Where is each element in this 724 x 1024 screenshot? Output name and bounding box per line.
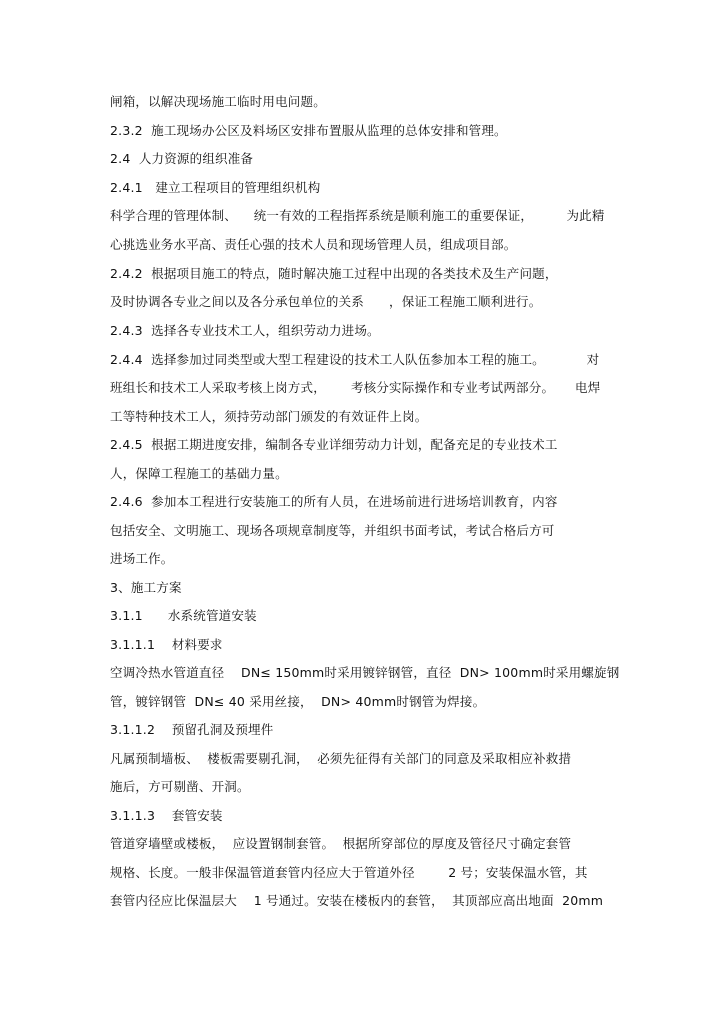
section-heading-2-4-1: 2.4.1 建立工程项目的管理组织机构 <box>110 180 321 195</box>
text-line: 班组长和技术工人采取考核上岗方式， 考核分实际操作和专业考试两部分。 电焊 <box>110 380 601 395</box>
text-line: 套管内径应比保温层大 1 号通过。安装在楼板内的套管， 其顶部应高出地面 20mm <box>110 893 604 908</box>
text-line: 科学合理的管理体制、 统一有效的工程指挥系统是顺利施工的重要保证， 为此精 <box>110 208 605 223</box>
section-heading-2-3-2: 2.3.2 施工现场办公区及料场区安排布置服从监理的总体安排和管理。 <box>110 123 507 138</box>
text-line: 及时协调各专业之间以及各分承包单位的关系 ，保证工程施工顺利进行。 <box>110 294 542 309</box>
section-heading-2-4-4: 2.4.4 选择参加过同类型或大型工程建设的技术工人队伍参加本工程的施工。 对 <box>110 352 600 367</box>
section-heading-3-1-1-1: 3.1.1.1 材料要求 <box>110 637 223 652</box>
text-line: 规格、长度。一般非保温管道套管内径应大于管道外径 2 号；安装保温水管，其 <box>110 865 588 880</box>
section-heading-3-1-1-3: 3.1.1.3 套管安装 <box>110 808 223 823</box>
section-heading-2-4-6: 2.4.6 参加本工程进行安装施工的所有人员，在进场前进行进场培训教育，内容 <box>110 494 558 509</box>
section-heading-3: 3、施工方案 <box>110 580 182 595</box>
section-heading-2-4: 2.4 人力资源的组织准备 <box>110 151 254 166</box>
section-heading-2-4-5: 2.4.5 根据工期进度安排，编制各专业详细劳动力计划，配备充足的专业技术工 <box>110 437 558 452</box>
text-line: 进场工作。 <box>110 551 174 566</box>
text-line: 空调冷热水管道直径 DN≤ 150mm时采用镀锌钢管，直径 DN> 100mm时采用螺旋钢 <box>110 665 620 680</box>
section-heading-2-4-3: 2.4.3 选择各专业技术工人，组织劳动力进场。 <box>110 323 380 338</box>
section-heading-3-1-1: 3.1.1 水系统管道安装 <box>110 608 257 623</box>
text-line: 人，保障工程施工的基础力量。 <box>110 466 288 481</box>
section-heading-3-1-1-2: 3.1.1.2 预留孔洞及预埋件 <box>110 722 274 737</box>
text-line: 施后，方可剔凿、开洞。 <box>110 779 250 794</box>
text-line: 管道穿墙壁或楼板， 应设置钢制套管。 根据所穿部位的厚度及管径尺寸确定套管 <box>110 836 572 851</box>
text-line: 闸箱，以解决现场施工临时用电问题。 <box>110 94 326 109</box>
text-line: 工等特种技术工人，须持劳动部门颁发的有效证件上岗。 <box>110 409 428 424</box>
text-line: 包括安全、文明施工、现场各项规章制度等，并组织书面考试，考试合格后方可 <box>110 523 555 538</box>
text-line: 凡属预制墙板、 楼板需要剔孔洞， 必须先征得有关部门的同意及采取相应补救措 <box>110 751 572 766</box>
text-line: 管，镀锌钢管 DN≤ 40 采用丝接， DN> 40mm时钢管为焊接。 <box>110 694 486 709</box>
section-heading-2-4-2: 2.4.2 根据项目施工的特点，随时解决施工过程中出现的各类技术及生产问题， <box>110 266 558 281</box>
text-line: 心挑选业务水平高、责任心强的技术人员和现场管理人员，组成项目部。 <box>110 237 517 252</box>
